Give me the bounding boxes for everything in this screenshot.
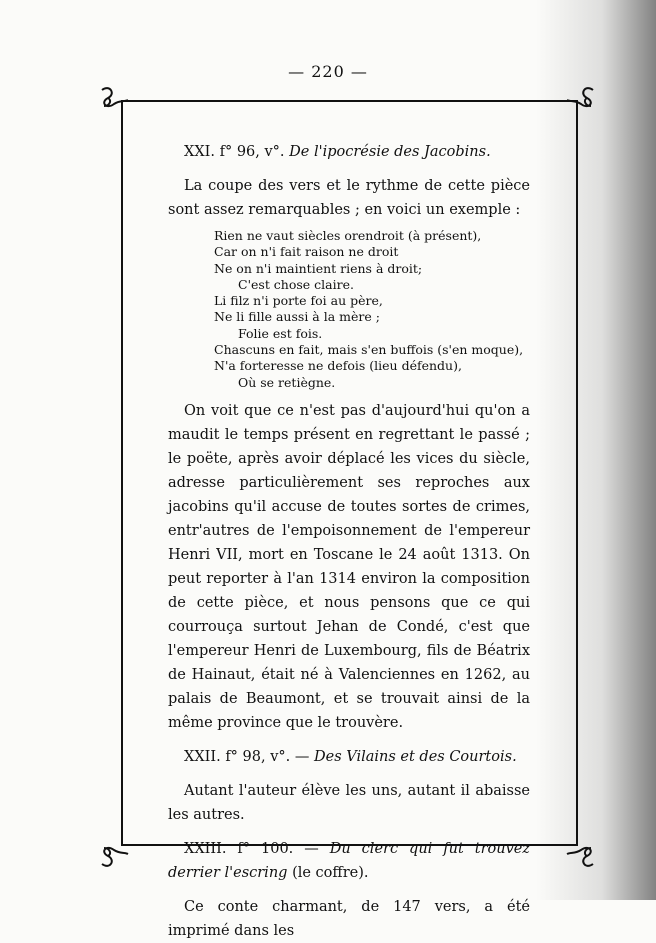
page-number: — 220 — (288, 62, 368, 81)
corner-flourish-icon (98, 84, 130, 112)
section-ref: XXIII. f° 100. — (184, 840, 319, 857)
corner-flourish-icon (565, 842, 597, 870)
page-text (168, 140, 530, 943)
section-ref: XXII. f° 98, v°. — (184, 748, 310, 765)
border-top-line (121, 100, 578, 102)
verse-line: Ne on n'i maintient riens à droit; (214, 260, 423, 276)
verse-line: Où se retiègne. (238, 374, 336, 390)
verse-line: Ne li fille aussi à la mère ; (214, 309, 380, 325)
verse-line: Chascuns en fait, mais s'en buffois (s'en moque), (214, 342, 524, 358)
section-heading-xxi (168, 140, 530, 164)
verse-line: N'a forteresse ne defois (lieu défendu), (214, 358, 462, 374)
xxii-paragraph: Autant l'auteur élève les uns, autant il abaisse les autres. (168, 782, 530, 823)
last-paragraph: Ce conte charmant, de 147 vers, a été imprimé dans les (168, 898, 530, 939)
verse-line: Li filz n'i porte foi au père, (214, 293, 383, 309)
verse-line: C'est chose claire. (238, 276, 354, 292)
section-title: Du clerc qui fut trouvez derrier l'escring (168, 840, 531, 881)
section-heading-xxii (168, 745, 530, 769)
verse-line: Car on n'i fait raison ne droit (214, 244, 399, 260)
section-heading-xxiii (168, 837, 530, 885)
section-title: De l'ipocrésie des Jacobins. (289, 144, 491, 160)
section-ref: XXI. f° 96, v°. (184, 144, 285, 160)
corner-flourish-icon (98, 842, 130, 870)
corner-flourish-icon (565, 84, 597, 112)
section-suffix: (le coffre). (292, 864, 369, 881)
verse-line: Rien ne vaut siècles orendroit (à présent), (214, 228, 482, 243)
section-title: Des Vilains et des Courtois. (313, 748, 517, 765)
intro-paragraph: La coupe des vers et le rythme de cette pièce sont assez remarquables ; en voici un exemple : (168, 178, 530, 218)
body-paragraph: On voit que ce n'est pas d'aujourd'hui qu'on a maudit le temps présent en regrettant le passé ; le poëte, après avoir déplacé les vices du siècle, adresse particulièrement ses reproches aux jacobins qu'il accuse de toutes sortes de crimes, entr'autres de l'empoisonnement de l'empereur Henri VII, mort en Toscane le 24 août 1313. On peut reporter à l'an 1314 environ la composition de cette pièce, et nous pensons que ce qui courrouça surtout Jehan de Condé, c'est que l'empereur Henri de Luxembourg, fils de Béatrix de Hainaut, était né à Valenciennes en 1262, au palais de Beaumont, et se trouvait ainsi de la même province que le trouvère. (168, 402, 530, 731)
verse-excerpt (214, 228, 530, 391)
verse-line: Folie est fois. (238, 325, 323, 341)
